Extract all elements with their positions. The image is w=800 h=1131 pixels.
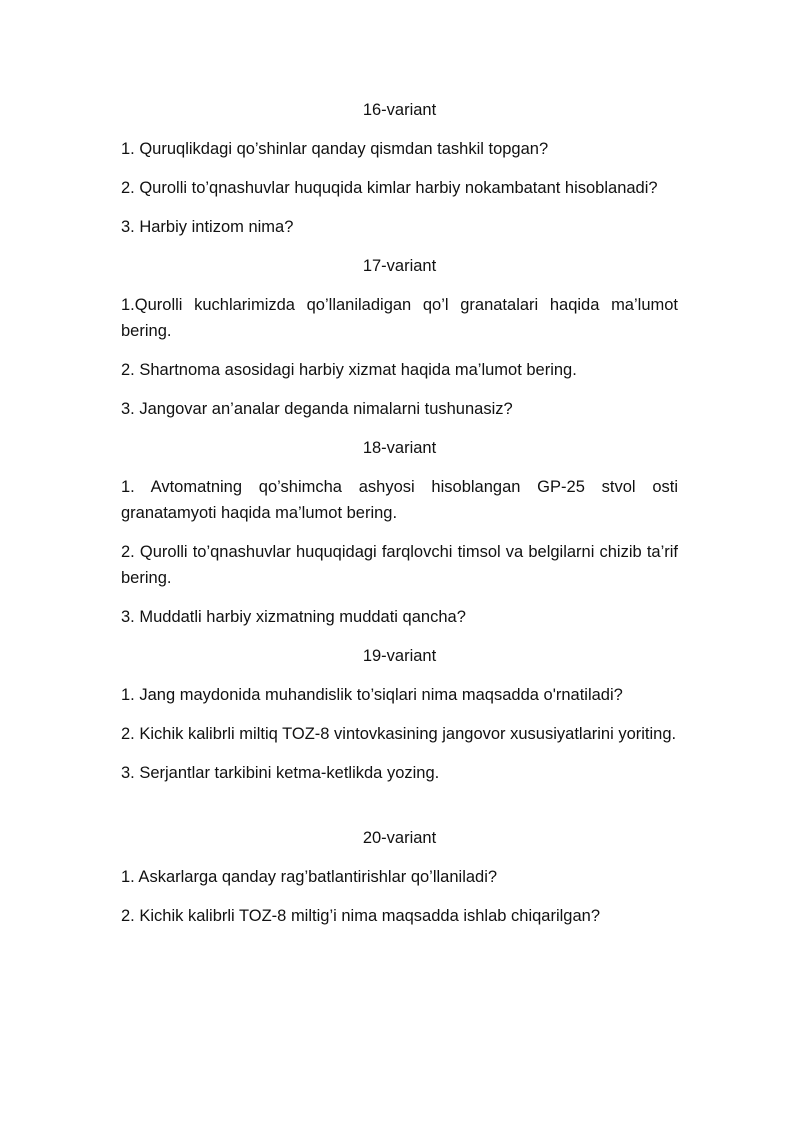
variant-title: 19-variant [362, 647, 437, 665]
question-item: 2. Kichik kalibrli miltiq TOZ-8 vintovkasining jangovor xususiyatlarini yoriting. [121, 725, 677, 743]
question-item: 3. Jangovar an’analar deganda nimalarni tushunasiz? [121, 400, 513, 418]
question-item: 3. Harbiy intizom nima? [121, 218, 294, 236]
variant-19-section [121, 643, 678, 786]
question-item: 2. Qurolli to’qnashuvlar huquqidagi farqlovchi timsol va belgilarni chizib ta’rif bering. [121, 543, 678, 587]
question-item: 1. Askarlarga qanday rag’batlantirishlar qo’llaniladi? [121, 868, 498, 886]
document-body [121, 97, 678, 942]
variant-title: 18-variant [362, 439, 437, 457]
variant-title: 17-variant [362, 257, 437, 275]
blank-line [121, 799, 678, 825]
variant-16-section [121, 97, 678, 240]
question-item: 1. Quruqlikdagi qo’shinlar qanday qismdan tashkil topgan? [121, 140, 549, 158]
variant-title: 20-variant [362, 829, 437, 847]
question-item: 1.Qurolli kuchlarimizda qo’llaniladigan qo’l granatalari haqida ma’lumot bering. [121, 296, 678, 340]
question-item: 3. Muddatli harbiy xizmatning muddati qancha? [121, 608, 466, 626]
variant-title: 16-variant [362, 101, 437, 119]
variant-20-section [121, 825, 678, 929]
variant-17-section [121, 253, 678, 422]
question-item: 2. Qurolli to’qnashuvlar huquqida kimlar harbiy nokambatant hisoblanadi? [121, 179, 658, 197]
question-item: 1. Jang maydonida muhandislik to’siqlari nima maqsadda o'rnatiladi? [121, 686, 623, 704]
question-item: 2. Kichik kalibrli TOZ-8 miltig’i nima maqsadda ishlab chiqarilgan? [121, 907, 601, 925]
question-item: 1. Avtomatning qo’shimcha ashyosi hisoblangan GP-25 stvol osti granatamyoti haqida ma’lumot bering. [121, 478, 678, 522]
question-item: 2. Shartnoma asosidagi harbiy xizmat haqida ma’lumot bering. [121, 361, 577, 379]
variant-18-section [121, 435, 678, 630]
question-item: 3. Serjantlar tarkibini ketma-ketlikda yozing. [121, 764, 440, 782]
